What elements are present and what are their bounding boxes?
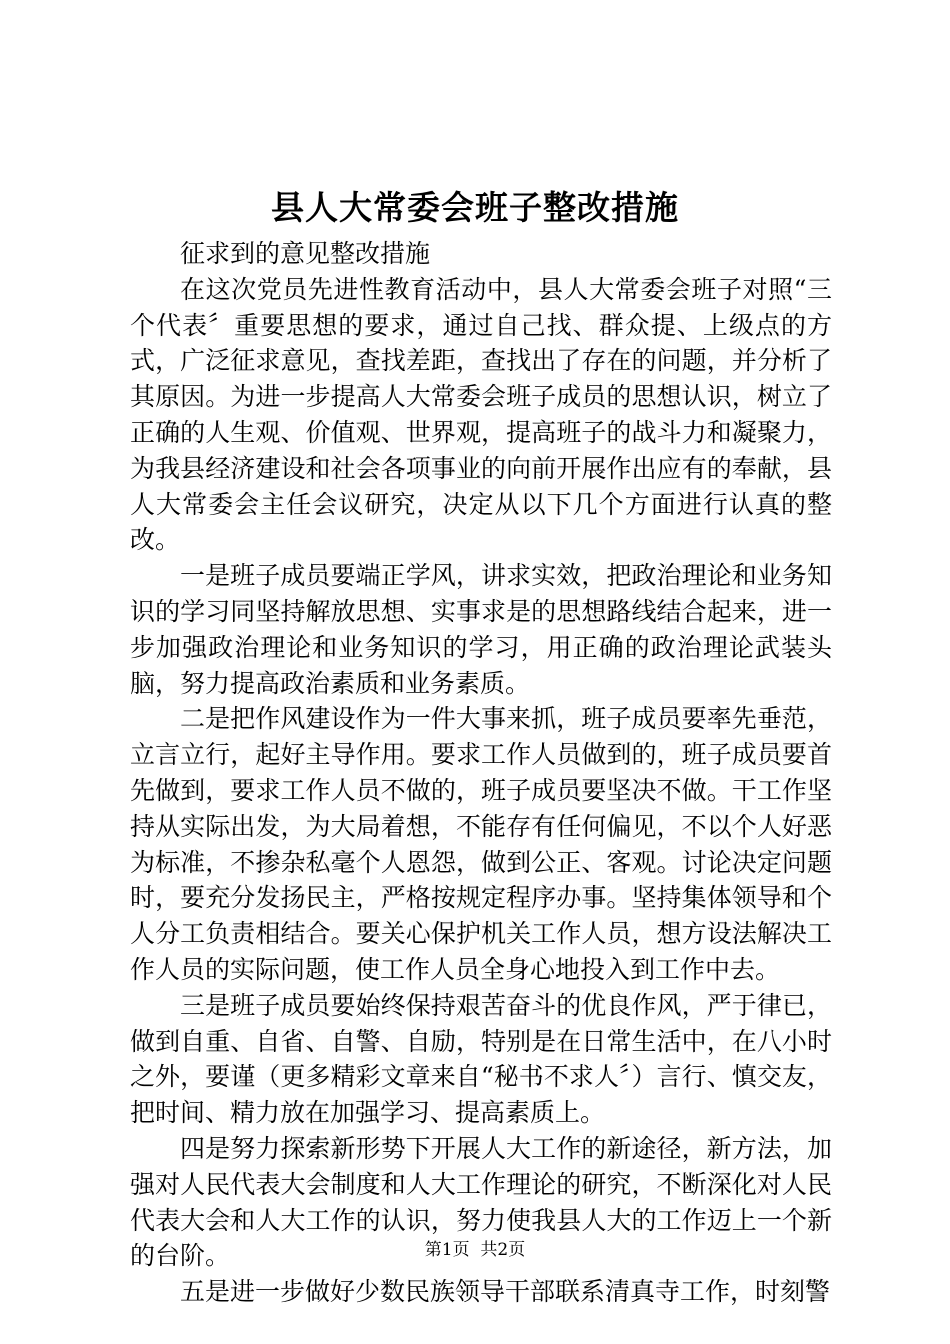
paragraph-point-4: 四是努力探索新形势下开展人大工作的新途径，新方法，加强对人民代表大会制度和人大工作理论的研究，不断深化对人民代表大会和人大工作的认识，努力使我县人大的工作迈上一个新的台阶。 xyxy=(130,1133,832,1271)
document-title: 县人大常委会班子整改措施 xyxy=(271,188,679,227)
paragraph-point-2: 二是把作风建设作为一件大事来抓，班子成员要率先垂范，立言立行，起好主导作用。要求工作人员做到的，班子成员要首先做到，要求工作人员不做的，班子成员要坚决不做。干工作坚持从实际出发，为大局着想，不能存有任何偏见，不以个人好恶为标准，不掺杂私毫个人恩怨，做到公正、客观。讨论决定问题时，要充分发扬民主，严格按规定程序办事。坚持集体领导和个人分工负责相结合。要关心保护机关工作人员，想方设法解决工作人员的实际问题，使工作人员全身心地投入到工作中去。 xyxy=(130,704,832,984)
paragraph-subtitle: 征求到的意见整改措施 xyxy=(180,239,431,268)
document-body xyxy=(130,236,832,1310)
page-number: 第1页 共2页 xyxy=(424,1240,526,1260)
paragraph-point-5: 五是进一步做好少数民族领导干部联系清真寺工作，时刻警 xyxy=(180,1277,831,1307)
paragraph-point-3: 三是班子成员要始终保持艰苦奋斗的优良作风，严于律已，做到自重、自省、自警、自励，特别是在日常生活中，在八小时之外，要谨（更多精彩文章来自“秘书不求人〞）言行、慎交友，把时间、精力放在加强学习、提高素质上。 xyxy=(130,990,832,1128)
page-footer xyxy=(0,1238,950,1262)
paragraph-intro: 在这次党员先进性教育活动中，县人大常委会班子对照“三个代表〞重要思想的要求，通过自己找、群众提、上级点的方式，广泛征求意见，查找差距，查找出了存在的问题，并分析了其原因。为进一步提高人大常委会班子成员的思想认识，树立了正确的人生观、价值观、世界观，提高班子的战斗力和凝聚力，为我县经济建设和社会各项事业的向前开展作出应有的奉献，县人大常委会主任会议研究，决定从以下几个方面进行认真的整改。 xyxy=(130,274,832,555)
paragraph-point-1: 一是班子成员要端正学风，讲求实效，把政治理论和业务知识的学习同坚持解放思想、实事求是的思想路线结合起来，进一步加强政治理论和业务知识的学习，用正确的政治理论武装头脑，努力提高政治素质和业务素质。 xyxy=(130,561,832,698)
